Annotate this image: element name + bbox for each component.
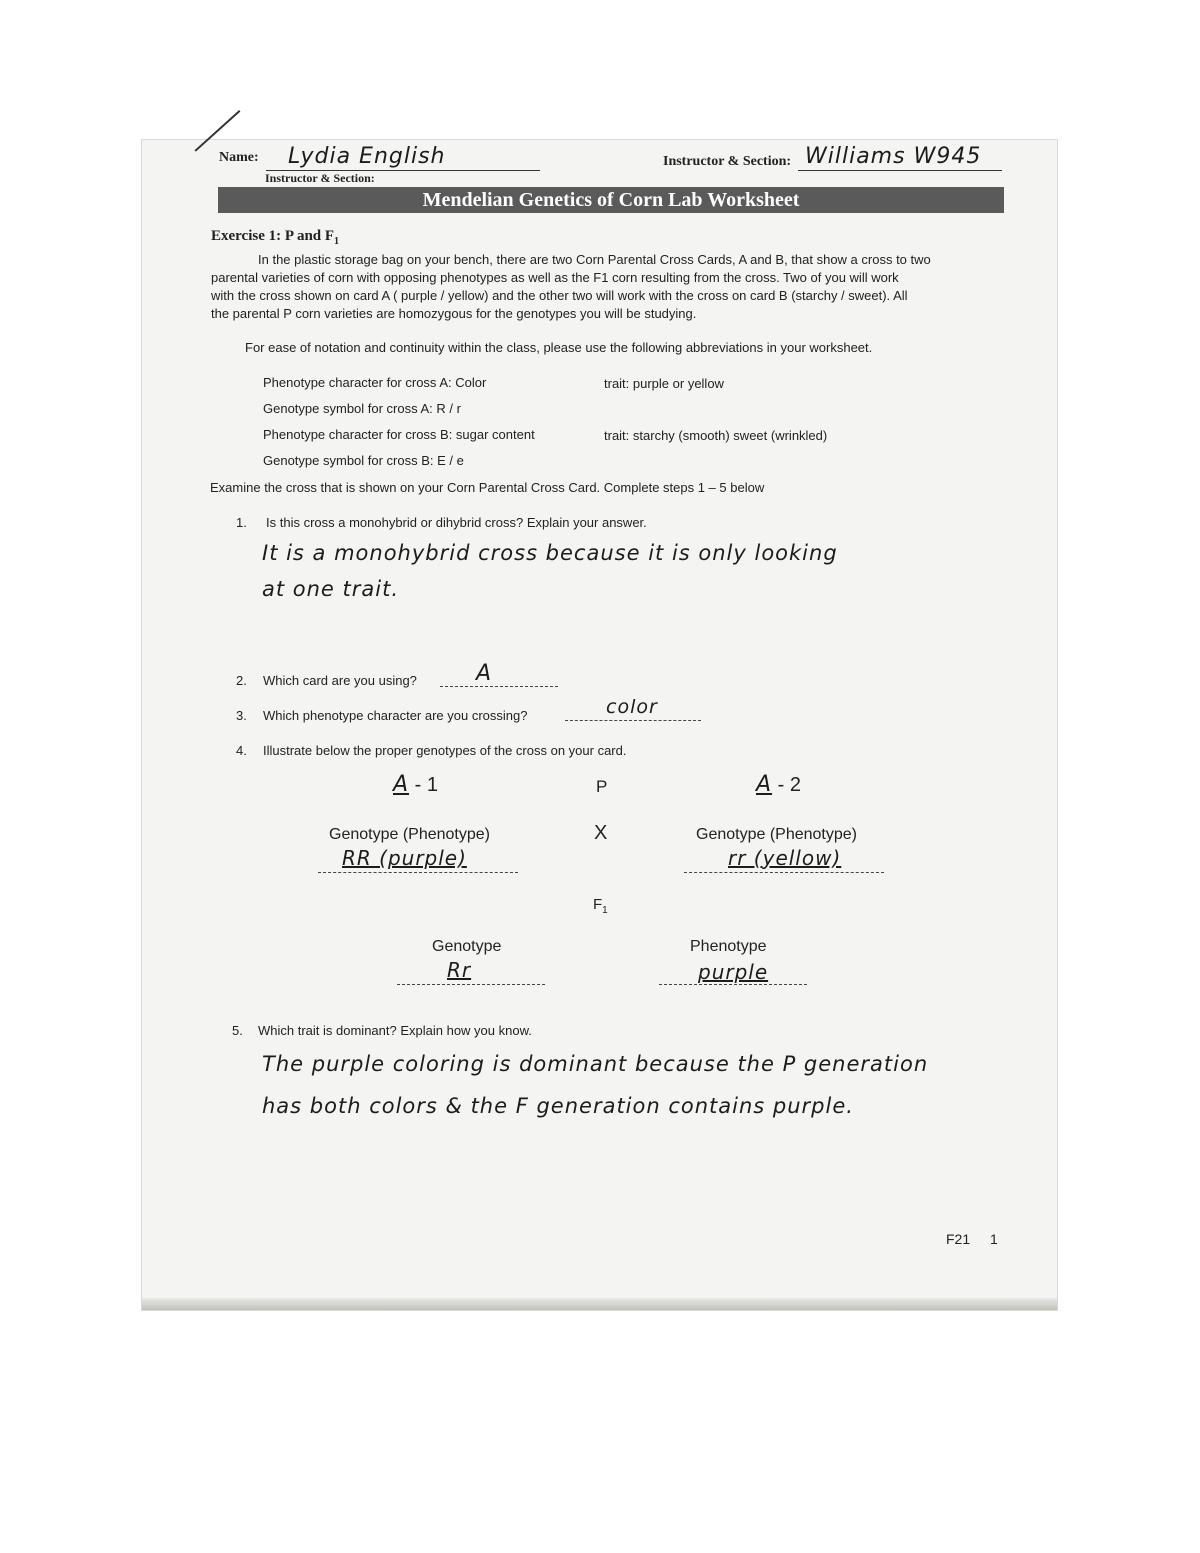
q3-answer-line — [565, 720, 701, 721]
q2-number: 2. — [236, 673, 247, 688]
intro-line-1: In the plastic storage bag on your bench, there are two Corn Parental Cross Cards, A and B, that show a cross to two — [258, 252, 931, 267]
instructor-underline — [798, 170, 1002, 171]
f1-phenotype-line — [659, 984, 807, 985]
exercise-heading: Exercise 1: P and $F_1$ — [211, 228, 340, 247]
q1-answer-line-2: at one trait. — [262, 577, 400, 601]
right-parent-line — [684, 872, 884, 873]
q1-number: 1. — [236, 515, 247, 530]
abbrev-label-1: Phenotype character for cross A: Color — [263, 375, 487, 390]
instructor-value: Williams W945 — [805, 144, 982, 169]
q1-text: Is this cross a monohybrid or dihybrid cross? Explain your answer. — [266, 515, 647, 530]
f1-genotype-line — [397, 984, 545, 985]
instructor-sublabel: Instructor & Section: — [265, 171, 375, 185]
page-edge-bottom — [142, 1298, 1057, 1310]
f1-phenotype-answer: purple — [698, 960, 769, 984]
p-generation-label: P — [596, 777, 608, 796]
worksheet-title: Mendelian Genetics of Corn Lab Worksheet — [218, 187, 1004, 213]
genotype-caption: Genotype — [432, 938, 502, 955]
q2-answer-line — [440, 686, 558, 687]
q3-number: 3. — [236, 708, 247, 723]
cross-x-symbol: X — [594, 822, 608, 844]
abbrev-trait-3: trait: starchy (smooth) sweet (wrinkled) — [604, 428, 828, 443]
left-parent-id: A - 1 — [393, 772, 438, 797]
q5-text: Which trait is dominant? Explain how you know. — [258, 1023, 532, 1038]
intro-line-3: with the cross shown on card A ( purple / yellow) and the other two will work with the cross on card B (starchy / sweet). All — [211, 288, 908, 303]
q2-answer: A — [476, 661, 493, 686]
q5-number: 5. — [232, 1023, 243, 1038]
left-parent-caption: Genotype (Phenotype) — [329, 826, 490, 843]
page-number: 1 — [990, 1231, 998, 1247]
abbrev-label-4: Genotype symbol for cross B: E / e — [263, 453, 464, 468]
q5-answer-line-1: The purple coloring is dominant because the P generation — [262, 1052, 929, 1076]
phenotype-caption: Phenotype — [690, 938, 767, 955]
q4-text: Illustrate below the proper genotypes of the cross on your card. — [263, 743, 627, 758]
ease-note: For ease of notation and continuity within the class, please use the following abbreviations in your worksheet. — [245, 340, 873, 355]
intro-line-4: the parental P corn varieties are homozygous for the genotypes you will be studying. — [211, 306, 697, 321]
examine-instruction: Examine the cross that is shown on your Corn Parental Cross Card. Complete steps 1 – 5 below — [210, 480, 765, 495]
right-parent-id: A - 2 — [756, 772, 801, 797]
left-parent-answer: RR (purple) — [342, 846, 467, 870]
right-parent-answer: rr (yellow) — [728, 846, 842, 870]
q5-answer-line-2: has both colors & the F generation contains purple. — [262, 1094, 854, 1118]
q3-answer: color — [606, 696, 658, 718]
q1-answer-line-1: It is a monohybrid cross because it is only looking — [262, 541, 838, 565]
instructor-label: Instructor & Section: — [663, 154, 792, 169]
f1-genotype-answer: Rr — [447, 958, 472, 982]
q2-text: Which card are you using? — [263, 673, 417, 688]
intro-line-2: parental varieties of corn with opposing phenotypes as well as the F1 corn resulting from the cross. Two of you will work — [211, 270, 899, 285]
abbrev-trait-1: trait: purple or yellow — [604, 376, 724, 391]
footer-code: F21 — [946, 1231, 971, 1247]
left-parent-line — [318, 872, 518, 873]
q3-text: Which phenotype character are you crossing? — [263, 708, 528, 723]
name-value: Lydia English — [288, 144, 446, 169]
abbrev-label-3: Phenotype character for cross B: sugar content — [263, 427, 535, 442]
name-label: Name: — [219, 150, 259, 165]
q4-number: 4. — [236, 743, 247, 758]
f1-generation-label: $F_1$ — [593, 896, 608, 916]
right-parent-caption: Genotype (Phenotype) — [696, 826, 857, 843]
abbrev-label-2: Genotype symbol for cross A: R / r — [263, 401, 461, 416]
